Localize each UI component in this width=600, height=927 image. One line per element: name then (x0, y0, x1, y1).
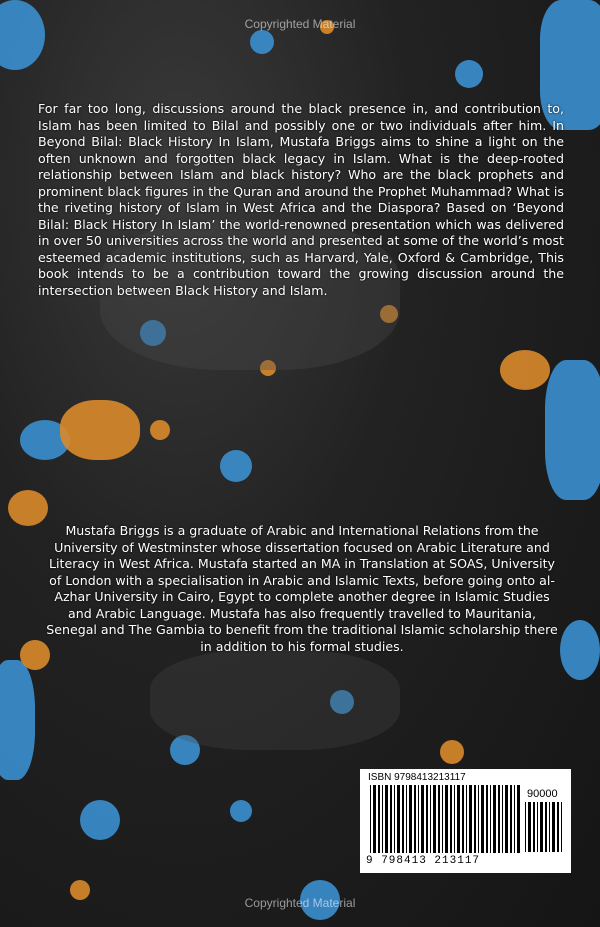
barcode-bar (442, 785, 443, 853)
barcode-bar (561, 802, 562, 852)
isbn-barcode (370, 785, 520, 857)
barcode-bar (545, 802, 547, 852)
addon-barcode (525, 802, 563, 852)
barcode-bar (540, 802, 543, 852)
paint-splatter (0, 660, 35, 780)
barcode-bar (426, 785, 428, 853)
barcode-bar (474, 785, 476, 853)
barcode-bar (370, 785, 371, 853)
paint-splatter (80, 800, 120, 840)
barcode-bar (478, 785, 479, 853)
paint-splatter (60, 400, 140, 460)
barcode-bar (502, 785, 503, 853)
barcode-bar (469, 785, 472, 853)
barcode-bar (557, 802, 559, 852)
barcode-bar (549, 802, 550, 852)
paint-splatter (440, 740, 464, 764)
barcode-bar (537, 802, 538, 852)
barcode-bar (514, 785, 515, 853)
texture-patch (150, 650, 400, 750)
barcode-bar (390, 785, 392, 853)
barcode-bar (533, 802, 535, 852)
barcode-bar (430, 785, 431, 853)
barcode-bar (505, 785, 508, 853)
barcode-bar (409, 785, 412, 853)
barcode-bar (402, 785, 404, 853)
barcode-bar (517, 785, 520, 853)
barcode-bar (462, 785, 464, 853)
paint-splatter (500, 350, 550, 390)
barcode-bar (414, 785, 416, 853)
paint-splatter (8, 490, 48, 526)
barcode-bar (406, 785, 407, 853)
barcode-bar (378, 785, 380, 853)
book-description: For far too long, discussions around the black presence in, and contribution to, Islam has been limited to Bilal and possibly one or two individuals after him. In Beyond Bilal: Black History In Islam, Mustafa Briggs aims to shine a light on the often unknown and forgotten black legacy in Islam. What is the deep-rooted relationship between Islam and black history? Who are the black prophets and prominent black figures in the Quran and around the Prophet Muhammad? What is the riveting history of Islam in West Africa and the Diaspora? Based on ‘Beyond Bilal: Black History In Islam’ the world-renowned presentation which was delivered in over 50 universities across the world and presented at some of the world’s most esteemed academic institutions, such as Harvard, Yale, Oxford & Cambridge, This book intends to be a contribution toward the growing discussion around the intersection between Black History and Islam. (38, 101, 564, 298)
paint-splatter (150, 420, 170, 440)
barcode-bar (373, 785, 376, 853)
barcode-bar (421, 785, 424, 853)
paint-splatter (0, 0, 45, 70)
barcode-digits: 9 798413 213117 (366, 855, 481, 867)
isbn-label: ISBN 9798413213117 (368, 772, 466, 783)
barcode-bar (450, 785, 452, 853)
copyright-watermark-bottom: Copyrighted Material (244, 896, 356, 910)
barcode-bar (490, 785, 491, 853)
barcode-bar (552, 802, 555, 852)
barcode-bar (481, 785, 484, 853)
paint-splatter (455, 60, 483, 88)
price-addon-code: 90000 (527, 788, 558, 800)
barcode-bar (528, 802, 531, 852)
author-bio: Mustafa Briggs is a graduate of Arabic and International Relations from the University of Westminster whose dissertation focused on Arabic Literature and Literacy in West Africa. Mustafa started an MA in Translation at SOAS, University of London with a specialisation in Arabic and Islamic Texts, before going onto al-Azhar University in Cairo, Egypt to complete another degree in Islamic Studies and Arabic Language. Mustafa has also frequently travelled to Mauritania, Senegal and The Gambia to benefit from the traditional Islamic scholarship there in addition to his formal studies. (46, 523, 558, 654)
barcode-bar (493, 785, 496, 853)
barcode-bar (418, 785, 419, 853)
barcode-bar (438, 785, 440, 853)
barcode-bar (457, 785, 460, 853)
barcode-bar (486, 785, 488, 853)
barcode-bar (445, 785, 448, 853)
paint-splatter (250, 30, 274, 54)
barcode-bar (454, 785, 455, 853)
paint-splatter (560, 620, 600, 680)
barcode-bar (525, 802, 526, 852)
barcode-bar (433, 785, 436, 853)
copyright-watermark: Copyrighted Material (244, 17, 356, 31)
barcode-bar (394, 785, 395, 853)
barcode-bar (397, 785, 400, 853)
barcode-bar (498, 785, 500, 853)
barcode-bar (510, 785, 512, 853)
paint-splatter (545, 360, 600, 500)
barcode-bar (382, 785, 383, 853)
paint-splatter (220, 450, 252, 482)
barcode-panel (360, 769, 571, 873)
barcode-bar (385, 785, 388, 853)
paint-splatter (230, 800, 252, 822)
barcode-bar (466, 785, 467, 853)
